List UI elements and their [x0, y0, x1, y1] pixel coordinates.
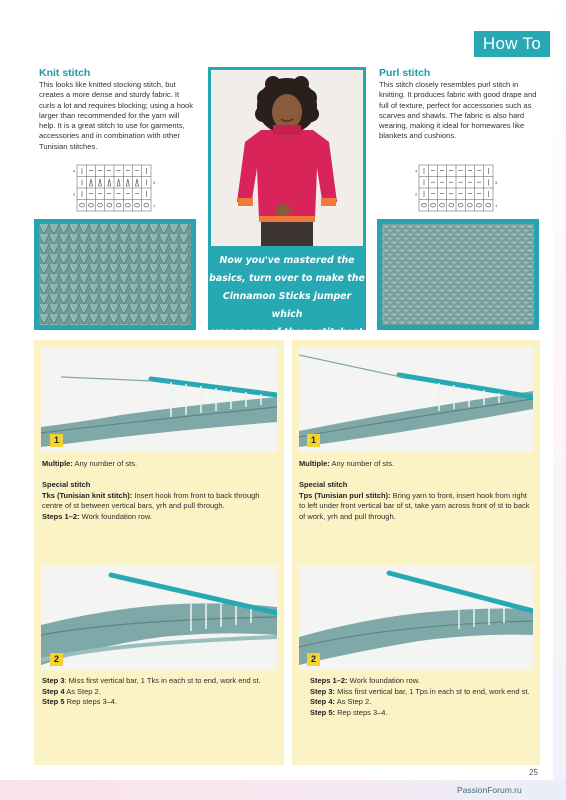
step-text: As Step 2.	[66, 686, 101, 696]
callout-line: uses some of these stitches!	[211, 327, 363, 338]
knit-stitch-swatch	[34, 219, 196, 330]
purl-stitch-title: Purl stitch	[379, 67, 431, 79]
label: Step 4:	[310, 697, 336, 707]
step-text: Work foundation row.	[81, 511, 152, 521]
label: Tps (Tunisian purl stitch):	[299, 490, 391, 500]
stitch-definition: Bring yarn to front, insert hook from right to left under front vertical bar of st, take yarn across front of st to back of work, yrh and pull through.	[299, 490, 530, 521]
watermark: PassionForum.ru	[457, 785, 522, 795]
knit-step1-photo	[41, 347, 277, 452]
label: Step 4	[42, 686, 65, 696]
step-number-badge: 1	[307, 434, 320, 447]
step-number-badge: 2	[50, 653, 63, 666]
step-number-badge: 2	[307, 653, 320, 666]
stitch-definition: Insert hook from front to back through centre of st between vertical bars, yrh and pull through.	[42, 490, 260, 511]
chart-row-label: 1	[495, 203, 498, 208]
label: Tks (Tunisian knit stitch):	[42, 490, 133, 500]
purl-stitch-chart	[414, 163, 500, 213]
purl-step1-photo	[299, 347, 533, 452]
label: Step 5:	[310, 707, 336, 717]
step-text: Miss first vertical bar, 1 Tps in each st to end, work end st.	[337, 686, 530, 696]
knit-stitch-chart	[72, 163, 158, 213]
chart-row-label: 4	[415, 168, 418, 174]
callout-line: Cinnamon Sticks jumper which	[222, 291, 352, 320]
chart-row-label: 4	[73, 168, 76, 174]
step-text: Rep steps 3–4.	[66, 697, 118, 707]
step-number-badge: 1	[50, 434, 63, 447]
callout-line: basics, turn over to make the	[209, 273, 365, 284]
special-stitch-heading: Special stitch	[299, 480, 348, 490]
purl-instructions-text	[299, 459, 535, 523]
chart-row-label: 1	[153, 203, 156, 208]
model-photo	[208, 67, 366, 252]
knit-step2-photo	[41, 565, 277, 670]
chart-row-label: 3	[495, 180, 498, 185]
page-edge-gradient	[553, 0, 566, 800]
callout-box	[208, 246, 366, 338]
knit-stitch-title: Knit stitch	[39, 67, 91, 79]
purl-stitch-swatch	[377, 219, 539, 330]
label: Steps 1–2:	[42, 511, 80, 521]
purl-steps-text	[310, 676, 536, 718]
section-tag: How To	[474, 31, 550, 57]
chart-row-label: 2	[73, 191, 76, 197]
step-text: Rep steps 3–4.	[337, 707, 388, 717]
step-text: As Step 2.	[336, 697, 372, 707]
page-number: 25	[529, 768, 538, 777]
multiple-value: Any number of sts.	[331, 459, 395, 468]
multiple-value: Any number of sts.	[74, 459, 138, 468]
chart-row-label: 2	[415, 191, 418, 197]
step-text: : Miss first vertical bar, 1 Tks in each st to end, work end st.	[64, 676, 261, 685]
label: Multiple:	[42, 459, 73, 468]
label: Step 3	[42, 676, 65, 685]
label: Step 5	[42, 697, 65, 707]
label: Multiple:	[299, 459, 330, 468]
label: Steps 1–2:	[310, 676, 348, 685]
knit-steps-text	[42, 676, 278, 708]
callout-line: Now you've mastered the	[219, 255, 355, 266]
special-stitch-heading: Special stitch	[42, 480, 91, 490]
step-text: Work foundation row.	[349, 676, 420, 685]
knit-stitch-description: This looks like knitted stocking stitch, but creates a more dense and sturdy fabric. It curls a lot and requires blocking; using a hook larger than recommended for the yarn will help. It is a great stitch to use for garments, accessories and in combination with other Tunisian stitches.	[39, 80, 194, 151]
chart-row-label: 3	[153, 180, 156, 185]
purl-stitch-description: This stitch closely resembles purl stitch in knitting. It produces fabric with good drape and full of texture, perfect for accessories such as scarves and shawls. The fabric is also hard wearing, making it ideal for homewares like blankets and cushions.	[379, 80, 537, 141]
label: Step 3:	[310, 686, 336, 696]
purl-step2-photo	[299, 565, 533, 670]
knit-instructions-text	[42, 459, 278, 523]
